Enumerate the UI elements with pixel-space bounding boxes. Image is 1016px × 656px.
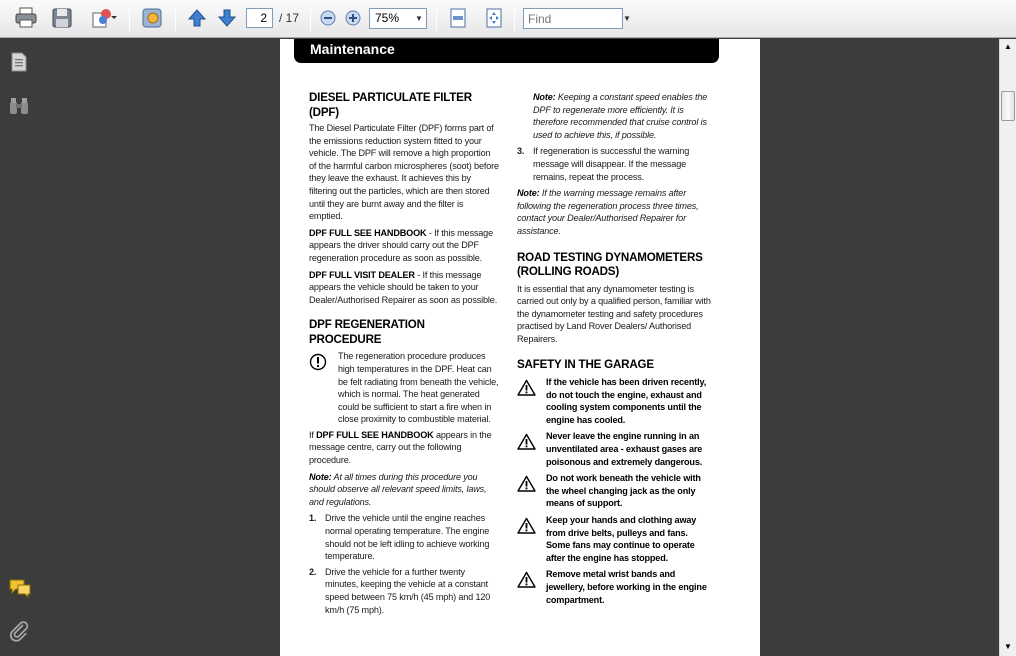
caution-block: [309, 350, 499, 426]
step-1-text: Drive the vehicle until the engine reaches normal operating temperature. The engine should not be left idling to achieve working temperature.: [325, 513, 490, 562]
dpf-full-handbook-label: DPF FULL SEE HANDBOOK: [309, 227, 427, 238]
dyno-text: It is essential that any dynamometer testing is carried out only by a qualified person, familiar with the dynamometer testing and safety procedures practised by Land Rover Dealers/ Authorised Repairers.: [517, 283, 711, 344]
chevron-down-icon: ▼: [415, 14, 423, 23]
regen-if-label: DPF FULL SEE HANDBOOK: [316, 429, 434, 440]
warning-text: Remove metal wrist bands and jewellery, before working in the engine compartment.: [546, 569, 707, 605]
step-2-note-label: Note:: [533, 92, 556, 102]
dyno-heading: ROAD TESTING DYNAMOMETERS (ROLLING ROADS): [517, 250, 703, 279]
find-options-chevron-icon[interactable]: ▼: [623, 14, 631, 23]
step-3-text: If regeneration is successful the warning message will disappear. If the message remains, repeat the process.: [533, 146, 690, 182]
step-1: [309, 512, 499, 562]
attachments-icon: [8, 620, 30, 642]
zoom-out-icon: [320, 10, 336, 26]
full-screen-icon: [484, 8, 504, 28]
zoom-select[interactable]: [369, 8, 427, 29]
full-screen-button[interactable]: [481, 5, 507, 31]
step-3-number: 3.: [517, 146, 525, 157]
scroll-up-button[interactable]: [1000, 39, 1016, 55]
save-button[interactable]: [47, 5, 77, 31]
final-note-text: If the warning message remains after following the regeneration process three times, contact your Dealer/Authorised Repairer for assistance.: [517, 188, 699, 236]
dpf-heading: DIESEL PARTICULATE FILTER (DPF): [309, 91, 472, 119]
share-icon: [91, 7, 117, 29]
final-note-label: Note:: [517, 188, 540, 199]
search-panel-button[interactable]: [8, 96, 30, 118]
step-2-number: 2.: [309, 566, 317, 577]
save-icon: [51, 7, 73, 29]
warning-item: [517, 430, 712, 468]
section-banner: Maintenance: [294, 39, 719, 63]
next-page-button[interactable]: [214, 5, 240, 31]
find-input[interactable]: [523, 8, 623, 29]
caution-text: The regeneration procedure produces high temperatures in the DPF. Heat can be felt radiating from beneath the vehicle, which is normal. The heat generated could be sufficient to start a fire when in close proximity to combustible material.: [338, 351, 499, 425]
regen-if-prefix: If: [309, 429, 317, 440]
step-2-note-text: Keeping a constant speed enables the DPF to regenerate more efficiently. It is therefore recommended that cruise control is used to achieve this, if possible.: [533, 92, 708, 140]
comments-icon: [8, 578, 32, 598]
warning-icon: [517, 433, 536, 450]
scrollbar-thumb[interactable]: [1001, 91, 1015, 121]
warning-text: If the vehicle has been driven recently, do not touch the engine, exhaust and cooling system components until the engine has cooled.: [546, 377, 707, 425]
pages-panel-button[interactable]: [8, 51, 30, 73]
left-column: [309, 91, 499, 616]
print-button[interactable]: [11, 5, 41, 31]
comments-panel-button[interactable]: [8, 578, 30, 600]
binoculars-icon: [8, 96, 30, 116]
dpf-full-handbook-text: - If this message appears the driver should carry out the DPF regeneration procedure as soon as possible.: [309, 227, 493, 263]
safety-heading: SAFETY IN THE GARAGE: [517, 357, 654, 371]
regen-if-suffix: appears in the message centre, carry out the following procedure.: [309, 429, 492, 466]
navigation-sidebar: [0, 39, 38, 656]
zoom-out-button[interactable]: [318, 5, 338, 31]
right-column: [517, 91, 712, 606]
warning-text: Keep your hands and clothing away from drive belts, pulleys and fans. Some fans may continue to operate after the engine has stopped.: [546, 514, 697, 563]
dpf-full-dealer-paragraph: [309, 269, 499, 307]
regen-note-label: Note:: [309, 471, 332, 482]
step-3: [517, 145, 712, 183]
dpf-full-dealer-label: DPF FULL VISIT DEALER: [309, 269, 415, 280]
final-note: [517, 187, 712, 237]
document-page: [280, 39, 760, 656]
warning-icon: [517, 379, 536, 396]
warning-item: [517, 514, 712, 564]
document-viewport[interactable]: [38, 39, 999, 656]
regen-note-text: At all times during this procedure you should observe all relevant speed limits, laws, and regulations.: [309, 471, 487, 507]
attachments-panel-button[interactable]: [8, 620, 30, 642]
dpf-full-dealer-text: - If this message appears the vehicle should be taken to your Dealer/Authorised Repairer as soon as possible.: [309, 269, 498, 305]
print-icon: [14, 7, 38, 29]
regen-if-paragraph: [309, 429, 499, 467]
dpf-full-handbook-paragraph: [309, 227, 499, 265]
share-button[interactable]: [85, 5, 123, 31]
chevron-up-icon: ▲: [1004, 42, 1012, 51]
next-page-icon: [217, 8, 237, 28]
vertical-scrollbar[interactable]: [999, 39, 1016, 656]
dpf-intro: The Diesel Particulate Filter (DPF) forms part of the emissions reduction system fitted to your vehicle. The DPF will remove a high proportion of the harmful carbon microspheres (soot) before they leave the exhaust. It achieves this by filtering out the particles, which are then stored until they are burnt away and the filter is emptied.: [309, 123, 499, 222]
warning-text: Never leave the engine running in an unventilated area - exhaust gases are poisonous and extremely dangerous.: [546, 431, 703, 467]
zoom-in-button[interactable]: [343, 5, 363, 31]
regen-note: [309, 471, 499, 509]
page-number-input[interactable]: [246, 8, 273, 28]
warning-item: [517, 568, 712, 606]
step-2-text: Drive the vehicle for a further twenty minutes, keeping the vehicle at a constant speed between 75 km/h (45 mph) and 120 km/h (75 mph).: [325, 566, 491, 615]
warning-item: [517, 376, 712, 426]
warning-item: [517, 472, 712, 510]
warning-icon: [517, 475, 536, 492]
fit-width-button[interactable]: [445, 5, 471, 31]
pages-icon: [8, 51, 30, 73]
step-1-number: 1.: [309, 513, 317, 524]
warning-icon: [517, 571, 536, 588]
page-total-label: / 17: [279, 11, 300, 25]
regen-heading: DPF REGENERATION PROCEDURE: [309, 318, 425, 346]
zoom-value: 75%: [375, 11, 400, 25]
step-2: [309, 566, 499, 616]
previous-page-icon: [187, 8, 207, 28]
fit-width-icon: [448, 8, 468, 28]
warning-icon: [517, 517, 536, 534]
step-2-note: [517, 91, 712, 141]
warning-text: Do not work beneath the vehicle with the wheel changing jack as the only means of support.: [546, 473, 701, 509]
zoom-in-icon: [345, 10, 361, 26]
chevron-down-icon: ▼: [1004, 642, 1012, 651]
previous-page-button[interactable]: [184, 5, 210, 31]
tools-icon: [140, 6, 166, 30]
tools-button[interactable]: [138, 5, 168, 31]
toolbar: [0, 0, 1016, 38]
caution-icon: [309, 353, 327, 371]
scroll-down-button[interactable]: [1000, 639, 1016, 655]
